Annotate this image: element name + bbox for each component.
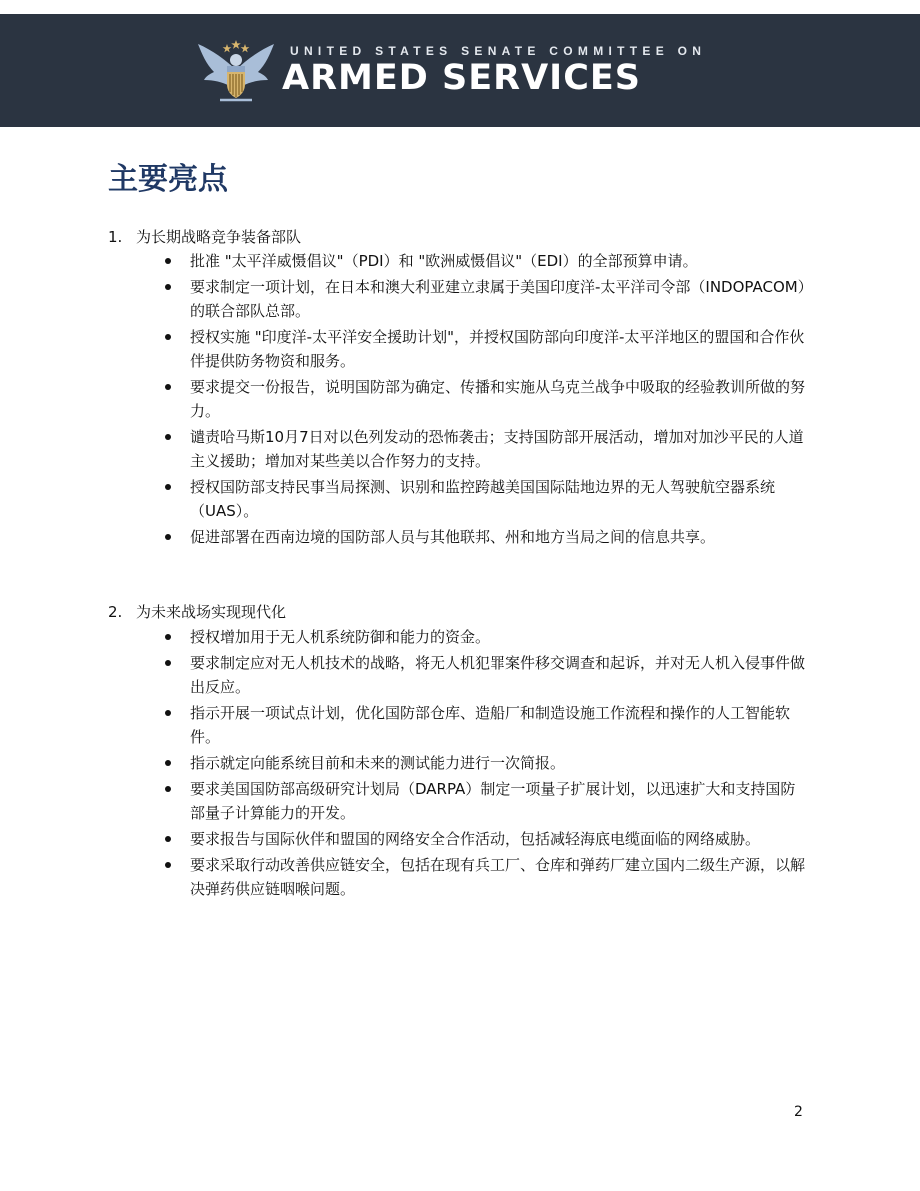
list-item: 要求采取行动改善供应链安全，包括在现有兵工厂、仓库和弹药厂建立国内二级生产源，以解决弹药供应链咽喉问题。 [160, 853, 810, 901]
list-item: 要求美国国防部高级研究计划局（DARPA）制定一项量子扩展计划，以迅速扩大和支持国防部量子计算能力的开发。 [160, 777, 810, 825]
bullet-icon [165, 660, 171, 666]
bullet-icon [165, 384, 171, 390]
list-item: 授权增加用于无人机系统防御和能力的资金。 [160, 625, 810, 649]
bullet-icon [165, 534, 171, 540]
committee-title: ARMED SERVICES [282, 58, 641, 98]
bullet-icon [165, 434, 171, 440]
section-title: 为未来战场实现现代化 [136, 603, 287, 621]
page-number: 2 [794, 1104, 803, 1120]
eagle-seal-icon [196, 38, 276, 104]
bullet-list [160, 249, 810, 551]
bullet-icon [165, 484, 171, 490]
bullet-icon [165, 284, 171, 290]
committee-subtitle: UNITED STATES SENATE COMMITTEE ON [290, 44, 707, 58]
bullet-icon [165, 334, 171, 340]
section-number: 1. [108, 228, 123, 246]
list-item: 批准 "太平洋威慑倡议"（PDI）和 "欧洲威慑倡议"（EDI）的全部预算申请。 [160, 249, 810, 273]
bullet-icon [165, 862, 171, 868]
section-heading [108, 602, 286, 622]
list-item: 要求制定应对无人机技术的战略，将无人机犯罪案件移交调查和起诉，并对无人机入侵事件做出反应。 [160, 651, 810, 699]
bullet-list [160, 625, 810, 903]
page-title: 主要亮点 [108, 162, 228, 197]
list-item: 指示就定向能系统目前和未来的测试能力进行一次简报。 [160, 751, 810, 775]
list-item: 授权实施 "印度洋-太平洋安全援助计划"，并授权国防部向印度洋-太平洋地区的盟国和合作伙伴提供防务物资和服务。 [160, 325, 810, 373]
bullet-icon [165, 710, 171, 716]
list-item: 促进部署在西南边境的国防部人员与其他联邦、州和地方当局之间的信息共享。 [160, 525, 810, 549]
list-item: 谴责哈马斯10月7日对以色列发动的恐怖袭击；支持国防部开展活动，增加对加沙平民的人道主义援助；增加对某些美以合作努力的支持。 [160, 425, 810, 473]
list-item: 指示开展一项试点计划，优化国防部仓库、造船厂和制造设施工作流程和操作的人工智能软件。 [160, 701, 810, 749]
list-item: 授权国防部支持民事当局探测、识别和监控跨越美国国际陆地边界的无人驾驶航空器系统（UAS）。 [160, 475, 810, 523]
section-title: 为长期战略竞争装备部队 [136, 228, 302, 246]
bullet-icon [165, 786, 171, 792]
section-heading [108, 227, 301, 247]
list-item: 要求制定一项计划，在日本和澳大利亚建立隶属于美国印度洋-太平洋司令部（INDOPACOM）的联合部队总部。 [160, 275, 810, 323]
section-number: 2. [108, 603, 123, 621]
bullet-icon [165, 258, 171, 264]
bullet-icon [165, 836, 171, 842]
list-item: 要求提交一份报告，说明国防部为确定、传播和实施从乌克兰战争中吸取的经验教训所做的努力。 [160, 375, 810, 423]
list-item: 要求报告与国际伙伴和盟国的网络安全合作活动，包括减轻海底电缆面临的网络威胁。 [160, 827, 810, 851]
bullet-icon [165, 634, 171, 640]
bullet-icon [165, 760, 171, 766]
